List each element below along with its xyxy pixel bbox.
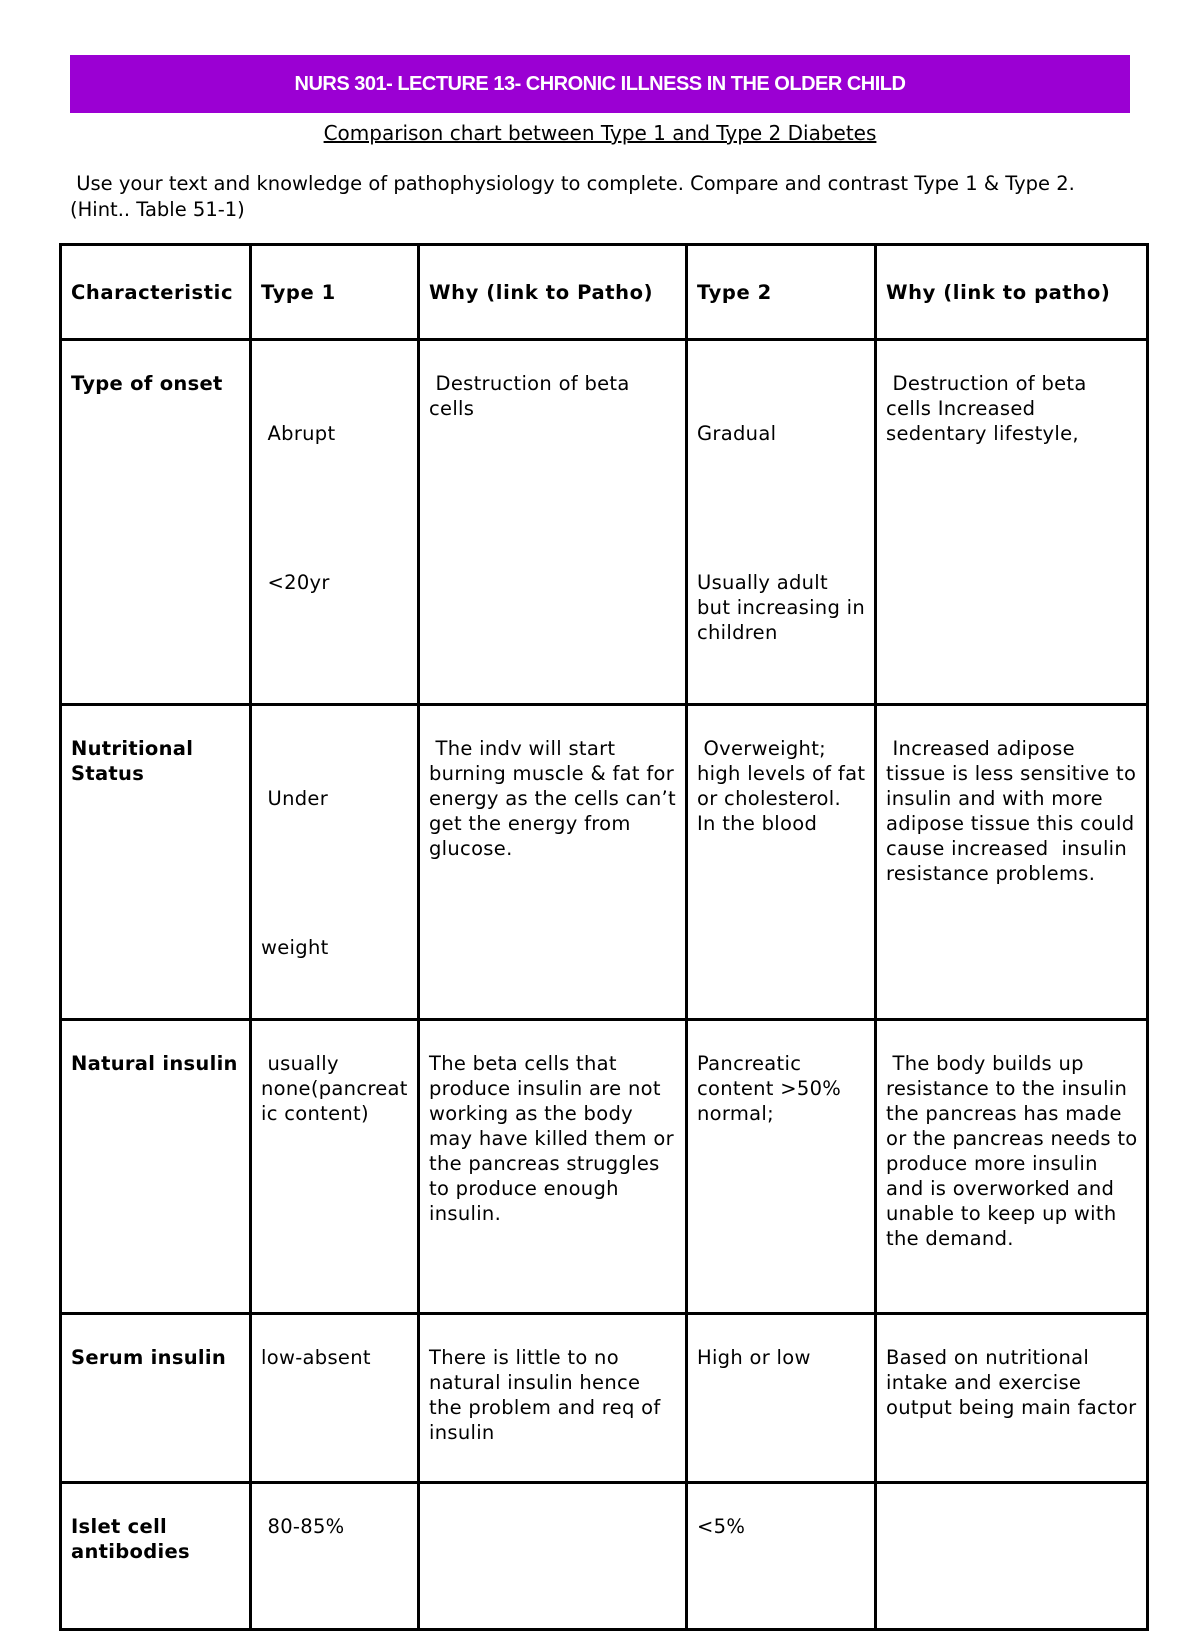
why2-cell	[876, 1483, 1148, 1630]
type1-status-a: Under	[261, 787, 329, 810]
type2-cell: Pancreatic content >50% normal;	[687, 1020, 876, 1314]
type2-cell	[687, 340, 876, 705]
type2-cell: <5%	[687, 1483, 876, 1630]
type1-onset: Abrupt	[261, 422, 336, 445]
why1-cell: Destruction of beta cells	[419, 340, 687, 705]
why1-cell: The beta cells that produce insulin are not working as the body may have killed them or the pancreas struggles to produce enough insulin.	[419, 1020, 687, 1314]
why2-cell: Based on nutritional intake and exercise output being main factor	[876, 1314, 1148, 1483]
header-why1: Why (link to Patho)	[419, 245, 687, 340]
why1-cell: The indv will start burning muscle & fat for energy as the cells can’t get the energy from glucose.	[419, 705, 687, 1020]
header-why2: Why (link to patho)	[876, 245, 1148, 340]
header-type2: Type 2	[687, 245, 876, 340]
why2-cell: The body builds up resistance to the insulin the pancreas has made or the pancreas needs to produce more insulin and is overworked and unable to keep up with the demand.	[876, 1020, 1148, 1314]
type2-onset: Gradual	[697, 422, 777, 445]
table-row	[61, 1483, 1148, 1630]
subtitle: Comparison chart between Type 1 and Type 2 Diabetes	[323, 121, 877, 145]
comparison-table	[59, 243, 1149, 1631]
type1-age: <20yr	[261, 571, 330, 594]
table-header-row	[61, 245, 1148, 340]
row-label: Islet cell antibodies	[61, 1483, 251, 1630]
type2-cell: High or low	[687, 1314, 876, 1483]
why1-cell: There is little to no natural insulin hence the problem and req of insulin	[419, 1314, 687, 1483]
page-title: NURS 301- LECTURE 13- CHRONIC ILLNESS IN THE OLDER CHILD	[294, 72, 906, 95]
why2-cell: Destruction of beta cells Increased sedentary lifestyle,	[876, 340, 1148, 705]
type2-age: Usually adult but increasing in children	[697, 571, 872, 644]
why1-cell	[419, 1483, 687, 1630]
type1-cell	[251, 705, 419, 1020]
why2-cell: Increased adipose tissue is less sensitive to insulin and with more adipose tissue this could cause increased insulin resistance problems.	[876, 705, 1148, 1020]
type1-cell: 80-85%	[251, 1483, 419, 1630]
table-row	[61, 1314, 1148, 1483]
row-label: Type of onset	[61, 340, 251, 705]
intro-text: Use your text and knowledge of pathophysiology to complete. Compare and contrast Type 1 & Type 2. (Hint.. Table 51-1)	[70, 172, 1082, 221]
type1-cell	[251, 340, 419, 705]
type1-status-b: weight	[261, 936, 329, 959]
header-type1: Type 1	[251, 245, 419, 340]
table-row	[61, 705, 1148, 1020]
type1-cell: usually none(pancreatic content)	[251, 1020, 419, 1314]
table-row	[61, 340, 1148, 705]
row-label: Natural insulin	[61, 1020, 251, 1314]
row-label: Serum insulin	[61, 1314, 251, 1483]
type2-cell: Overweight; high levels of fat or cholesterol. In the blood	[687, 705, 876, 1020]
header-characteristic: Characteristic	[61, 245, 251, 340]
header-bar	[70, 55, 1130, 113]
row-label: Nutritional Status	[61, 705, 251, 1020]
type1-cell: low-absent	[251, 1314, 419, 1483]
table-row	[61, 1020, 1148, 1314]
